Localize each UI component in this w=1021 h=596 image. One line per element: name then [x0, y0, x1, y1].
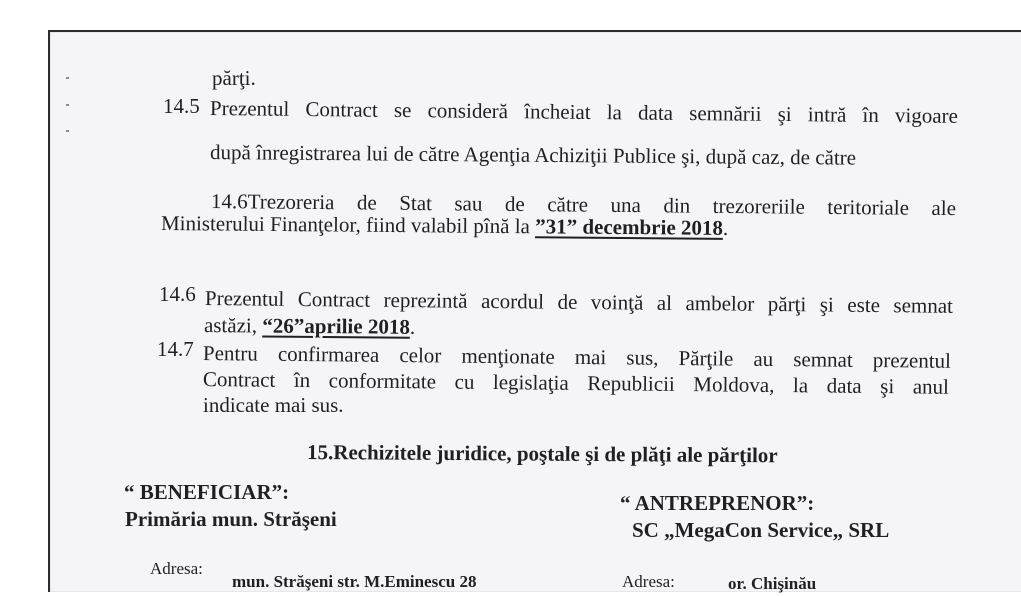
margin-mark [66, 104, 69, 106]
clause-14-6b-line-1: Prezentul Contract reprezintă acordul de voinţă al ambelor părţi şi este semnat [204, 286, 954, 318]
address-label-antreprenor: Adresa: [622, 572, 675, 591]
address-value-beneficiar: mun. Străşeni str. M.Eminescu 28 [232, 572, 477, 591]
clause-14-6a-text: Ministerului Finanţelor, fiind valabil pînă la [160, 211, 536, 239]
validity-date: ”31” decembrie 2018 [535, 214, 724, 240]
clause-14-6b-end: . [409, 314, 416, 339]
clause-number: 14.5 [163, 94, 200, 118]
address-label-beneficiar: Adresa: [150, 559, 203, 578]
antreprenor-name: SC „MegaCon Service„ SRL [632, 518, 890, 542]
clause-14-5-line-2: după înregistrarea lui de către Agenţia Achiziţii Publice şi, după caz, de către [209, 140, 857, 170]
address-value-antreprenor: or. Chişinău [728, 574, 817, 593]
clause-14-6a-end: . [722, 215, 729, 240]
clause-14-6b-text: astăzi, [203, 313, 263, 338]
beneficiar-label: “ BENEFICIAR”: [124, 480, 290, 504]
margin-mark [66, 77, 69, 79]
clause-14-6a-line-2 [161, 211, 728, 240]
clause-14-7-line-1: Pentru confirmarea celor menţionate mai sus, Părţile au semnat prezentul [202, 341, 952, 373]
clause-number: 14.6 [159, 282, 196, 306]
signing-date: “26”aprilie 2018 [262, 313, 410, 339]
clause-14-7-line-3: indicate mai sus. [203, 393, 344, 417]
clause-14-6a-line-1: 14.6Trezoreria de Stat sau de către una din trezoreriile teritoriale ale [210, 189, 957, 221]
clause-number: 14.7 [157, 337, 194, 361]
beneficiar-name: Primăria mun. Străşeni [125, 507, 337, 531]
section-15-heading: 15.Rechizitele juridice, poştale şi de plăţi ale părţilor [306, 440, 778, 468]
antreprenor-label: “ ANTREPRENOR”: [620, 491, 815, 515]
clause-14-7-line-2: Contract în conformitate cu legislaţia Republicii Moldova, la data şi anul [202, 367, 950, 399]
clause-14-6b-line-2 [204, 313, 415, 339]
paragraph-tail: părţi. [212, 66, 256, 90]
margin-mark [66, 130, 69, 132]
clause-14-5-line-1: Prezentul Contract se consideră încheiat la data semnării şi intră în vigoare [209, 96, 959, 128]
